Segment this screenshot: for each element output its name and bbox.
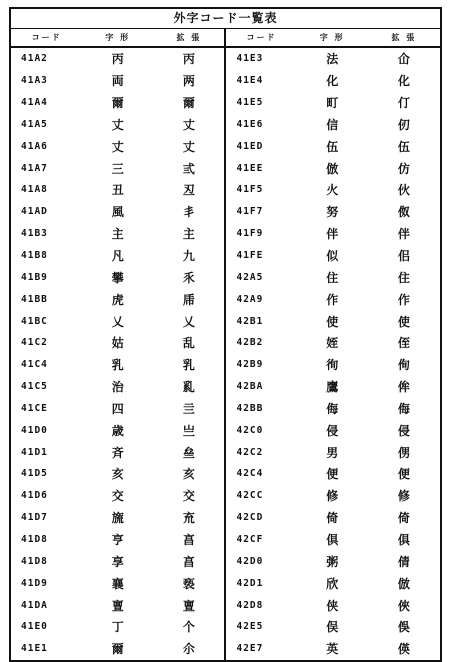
table-row [11,179,440,201]
header-ext-right: 拡 張 [368,29,440,47]
glyph-cell: 俣 [326,620,339,635]
code-cell: 42E5 [225,616,296,638]
extended-glyph-cell: 亶 [153,594,225,616]
extended-glyph-cell: 侽 [397,445,410,460]
extended-glyph-cell: 丈 [153,135,225,157]
glyph-cell: 法 [326,52,339,67]
code-cell: 41F9 [225,223,296,245]
code-cell: 41E0 [21,621,48,633]
glyph-cell: 交 [111,489,124,504]
glyph-cell: 姑 [111,336,124,351]
extended-glyph-cell: 伙 [397,183,410,198]
glyph-cell: 粥 [326,554,339,569]
glyph-cell: 倣 [326,161,339,176]
glyph-cell: 伴 [326,227,339,242]
glyph-cell: 丈 [111,117,124,132]
code-cell: 41B3 [21,228,48,240]
extended-glyph-cell: 乂 [153,310,225,332]
extended-glyph-cell: 仿 [397,161,410,176]
code-cell: 41BB [21,293,48,305]
extended-glyph-cell: 丒 [153,179,225,201]
glyph-cell: 住 [326,270,339,285]
extended-glyph-cell: 仃 [397,96,410,111]
extended-glyph-cell: 作 [397,292,410,307]
extended-glyph-cell: 爾 [153,92,225,114]
code-cell: 42D1 [225,572,296,594]
code-cell: 41A5 [21,118,48,130]
table-row [11,201,440,223]
code-cell: 41E6 [225,114,296,136]
glyph-cell: 便 [326,467,339,482]
code-cell: 41FE [225,245,296,267]
header-glyph-right: 字 形 [297,29,368,47]
extended-glyph-cell: 乳 [153,354,225,376]
code-cell: 41F7 [225,201,296,223]
code-cell: 41D1 [21,446,48,458]
code-cell: 41B8 [21,250,48,262]
table-row [11,114,440,136]
code-table [11,29,440,660]
extended-glyph-cell: 侔 [397,380,410,395]
code-cell: 41E3 [225,47,296,70]
code-cell: 41D9 [21,577,48,589]
table-row [11,288,440,310]
extended-glyph-cell: 亵 [153,572,225,594]
extended-glyph-cell: 倣 [397,576,410,591]
extended-glyph-cell: 伮 [397,205,410,220]
extended-glyph-cell: 丈 [153,114,225,136]
glyph-cell: 侵 [326,423,339,438]
code-cell: 42B9 [225,354,296,376]
header-ext-left: 拡 張 [153,29,225,47]
extended-glyph-cell: 侵 [397,423,410,438]
extended-glyph-cell: 尒 [153,638,225,660]
glyph-cell: 凡 [111,249,124,264]
code-cell: 42E7 [225,638,296,660]
code-cell: 42C0 [225,419,296,441]
glyph-cell: 侮 [326,401,339,416]
extended-glyph-cell: 便 [397,467,410,482]
glyph-cell: 欣 [326,576,339,591]
extended-glyph-cell: 俠 [397,598,410,613]
code-cell: 41A3 [21,75,48,87]
code-cell: 41A4 [21,97,48,109]
glyph-cell: 四 [111,401,124,416]
glyph-cell: 爾 [111,642,124,657]
code-cell: 41D8 [21,555,48,567]
extended-glyph-cell: 亝 [153,441,225,463]
code-cell: 41CE [21,402,48,414]
glyph-cell: 爾 [111,96,124,111]
code-cell: 42BA [225,376,296,398]
table-row [11,594,440,616]
table-row [11,616,440,638]
code-cell: 41E4 [225,70,296,92]
header-row [11,29,440,47]
table-row [11,550,440,572]
code-cell: 41A7 [21,162,48,174]
glyph-cell: 旒 [111,511,124,526]
glyph-cell: 乳 [111,358,124,373]
glyph-cell: 風 [111,205,124,220]
glyph-cell: 亥 [111,467,124,482]
extended-glyph-cell: 侄 [397,336,410,351]
code-cell: 41C2 [21,337,48,349]
glyph-cell: 英 [326,642,339,657]
glyph-cell: 使 [326,314,339,329]
extended-glyph-cell: 佀 [397,249,410,264]
code-cell: 41D6 [21,490,48,502]
code-cell: 42BB [225,398,296,420]
code-cell: 41BC [21,315,48,327]
table-row [11,92,440,114]
extended-glyph-cell: 丯 [153,201,225,223]
extended-glyph-cell: 丙 [153,47,225,70]
extended-glyph-cell: 仚 [397,52,410,67]
table-row [11,485,440,507]
glyph-cell: 侠 [326,598,339,613]
extended-glyph-cell: 㐬 [153,507,225,529]
code-cell: 42A5 [225,266,296,288]
code-cell: 42CD [225,507,296,529]
code-table-sheet [9,7,442,662]
extended-glyph-cell: 仞 [397,117,410,132]
header-glyph-left: 字 形 [82,29,153,47]
extended-glyph-cell: 亥 [153,463,225,485]
table-row [11,47,440,70]
code-cell: 41D8 [21,533,48,545]
glyph-cell: 信 [326,117,339,132]
glyph-cell: 倚 [326,511,339,526]
glyph-cell: 丑 [111,183,124,198]
extended-glyph-cell: 亖 [153,398,225,420]
extended-glyph-cell: 乕 [153,288,225,310]
table-row [11,638,440,660]
extended-glyph-cell: 交 [153,485,225,507]
code-cell: 41DA [21,599,48,611]
code-cell: 42D0 [225,550,296,572]
header-code-right: コード [225,29,296,47]
page-title: 外字コード一覧表 [11,9,440,29]
extended-glyph-cell: 主 [153,223,225,245]
table-row [11,332,440,354]
code-cell: 41C5 [21,381,48,393]
table-row [11,70,440,92]
glyph-cell: 丙 [111,52,124,67]
code-cell: 41F5 [225,179,296,201]
code-cell: 42A9 [225,288,296,310]
glyph-cell: 三 [111,161,124,176]
glyph-cell: 火 [326,183,339,198]
extended-glyph-cell: 俱 [397,532,410,547]
code-cell: 42C2 [225,441,296,463]
extended-glyph-cell: 乿 [153,376,225,398]
glyph-cell: 徇 [326,358,339,373]
table-row [11,419,440,441]
extended-glyph-cell: 化 [397,74,410,89]
extended-glyph-cell: 亯 [153,550,225,572]
table-row [11,398,440,420]
code-cell: 41D0 [21,424,48,436]
glyph-cell: 虎 [111,292,124,307]
extended-glyph-cell: 倩 [397,554,410,569]
extended-glyph-cell: 修 [397,489,410,504]
table-row [11,135,440,157]
glyph-cell: 努 [326,205,339,220]
glyph-cell: 鷹 [326,380,339,395]
extended-glyph-cell: 俁 [397,620,410,635]
table-row [11,245,440,267]
table-row [11,157,440,179]
table-row [11,572,440,594]
extended-glyph-cell: 伍 [397,139,410,154]
code-cell: 41A6 [21,140,48,152]
glyph-cell: 修 [326,489,339,504]
glyph-cell: 治 [111,380,124,395]
glyph-cell: 攀 [111,270,124,285]
glyph-cell: 姪 [326,336,339,351]
extended-glyph-cell: 个 [153,616,225,638]
glyph-cell: 襄 [111,576,124,591]
table-row [11,376,440,398]
code-cell: 42C4 [225,463,296,485]
table-row [11,507,440,529]
code-cell: 41E1 [21,643,48,655]
glyph-cell: 両 [111,74,124,89]
glyph-cell: 作 [326,292,339,307]
extended-glyph-cell: 伴 [397,227,410,242]
table-row [11,354,440,376]
glyph-cell: 伍 [326,139,339,154]
glyph-cell: 亨 [111,532,124,547]
extended-glyph-cell: 亗 [153,419,225,441]
header-code-left: コード [11,29,82,47]
extended-glyph-cell: 乑 [153,266,225,288]
code-cell: 41B9 [21,271,48,283]
extended-glyph-cell: 弎 [153,157,225,179]
extended-glyph-cell: 住 [397,270,410,285]
table-row [11,441,440,463]
glyph-cell: 町 [326,96,339,111]
glyph-cell: 丈 [111,139,124,154]
code-cell: 41D5 [21,468,48,480]
glyph-cell: 斉 [111,445,124,460]
code-table-body [11,47,440,660]
code-cell: 41D7 [21,512,48,524]
code-cell: 41E5 [225,92,296,114]
table-row [11,266,440,288]
glyph-cell: 享 [111,554,124,569]
code-cell: 42D8 [225,594,296,616]
extended-glyph-cell: 倚 [397,511,410,526]
extended-glyph-cell: 使 [397,314,410,329]
extended-glyph-cell: 乱 [153,332,225,354]
code-cell: 41A2 [21,53,48,65]
glyph-cell: 似 [326,249,339,264]
glyph-cell: 倶 [326,532,339,547]
glyph-cell: 乂 [111,314,124,329]
code-cell: 42B1 [225,310,296,332]
code-cell: 41ED [225,135,296,157]
code-cell: 41A8 [21,184,48,196]
code-cell: 42CC [225,485,296,507]
glyph-cell: 主 [111,227,124,242]
extended-glyph-cell: 两 [153,70,225,92]
table-row [11,223,440,245]
glyph-cell: 化 [326,74,339,89]
glyph-cell: 歳 [111,423,124,438]
table-row [11,529,440,551]
glyph-cell: 亶 [111,598,124,613]
code-cell: 41AD [21,206,48,218]
glyph-cell: 丁 [111,620,124,635]
table-row [11,310,440,332]
code-cell: 41C4 [21,359,48,371]
code-cell: 42B2 [225,332,296,354]
table-row [11,463,440,485]
glyph-cell: 男 [326,445,339,460]
extended-glyph-cell: 侚 [397,358,410,373]
code-cell: 42CF [225,529,296,551]
extended-glyph-cell: 九 [153,245,225,267]
extended-glyph-cell: 侮 [397,401,410,416]
code-cell: 41EE [225,157,296,179]
extended-glyph-cell: 偀 [397,642,410,657]
extended-glyph-cell: 亯 [153,529,225,551]
